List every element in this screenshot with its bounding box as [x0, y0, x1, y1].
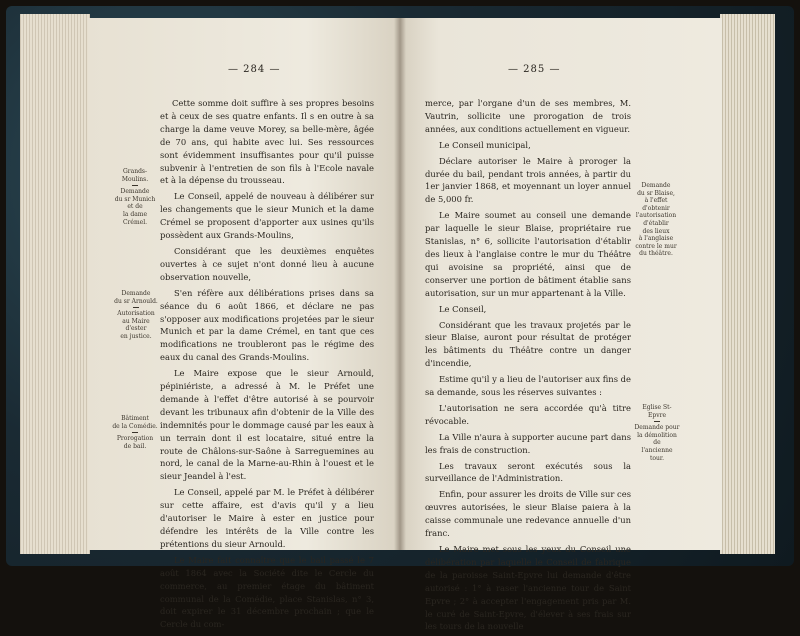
margin-note-line: du sr Munich	[114, 195, 156, 203]
margin-note-line: Demande	[120, 188, 150, 196]
margin-note-line: à l'effet d'obtenir	[642, 197, 670, 212]
paragraph: Le Maire met sous les yeux du Conseil une délibération par laquelle le Conseil de fabrique de la paroisse Saint-Epvre lui demande d'être autorisé : 1° à raser l'ancienne tour de Saint Epvre ; 2° à accepter l'engagement pris par M. le curé de Saint-Epvre, d'élever à ses frais sur les tours de la nouvelle	[425, 544, 631, 632]
margin-note-line: des lieux	[642, 227, 670, 235]
paragraph: La Ville n'aura à supporter aucune part dans les frais de construction.	[425, 431, 631, 455]
margin-note-line: la dame Crémel.	[122, 210, 148, 226]
divider	[132, 432, 138, 433]
page-edges-right	[720, 14, 775, 554]
margin-note	[112, 415, 158, 450]
margin-note	[112, 168, 158, 226]
margin-note-line: de	[653, 439, 661, 447]
left-page-number: — 284 —	[228, 64, 281, 75]
margin-note-line: Bâtiment	[121, 415, 149, 422]
paragraph: Considérant que les deuxièmes enquêtes ouvertes à ce sujet n'ont donné lieu à aucune observation nouvelle,	[160, 245, 374, 282]
right-page-number: — 285 —	[508, 64, 561, 75]
margin-note-line: de la Comédie.	[112, 422, 158, 430]
margin-note-line: l'ancienne tour.	[641, 446, 673, 462]
paragraph: Considérant que les travaux projetés par le sieur Blaise, auront pour résultat de protéger les bâtiments du Théâtre contre un danger d'incendie,	[425, 319, 631, 369]
paragraph: Le Conseil, appelé de nouveau à délibérer sur les changements que le sieur Munich et la dame Crémel se proposent d'apporter aux usines qu'ils possèdent aux Grands-Moulins,	[160, 191, 374, 241]
paragraph: Le Maire fait connaître que le bail passé le 7 août 1864 avec la Société dite le Cercle du commerce, au premier étage du bâtiment communal de la Comédie, place Stanislas, n° 3, doit expirer le 31 décembre prochain ; que le Cercle du com-	[160, 554, 374, 630]
margin-note	[112, 290, 160, 341]
divider	[132, 185, 138, 186]
margin-note-line: Grands-Moulins.	[121, 168, 149, 183]
margin-note-line: Autorisation	[117, 310, 155, 318]
paragraph: S'en réfère aux délibérations prises dans sa séance du 6 août 1866, et déclare ne pas s'opposer aux modifications projetées par le sieur Munich et par la dame Crémel, en tant que ces modifications ne troubleront pas le régime des eaux du canal des Grands-Moulins.	[160, 287, 374, 363]
paragraph: L'autorisation ne sera accordée qu'à titre révocable.	[425, 402, 631, 426]
margin-note-line: d'établir	[643, 219, 669, 227]
margin-note-line: Eglise St-Epvre	[642, 404, 672, 419]
paragraph: Le Conseil municipal,	[439, 139, 531, 150]
paragraph: Le Conseil,	[439, 303, 487, 314]
paragraph: Déclare autoriser le Maire à proroger la durée du bail, pendant trois années, à partir du 1er janvier 1868, et moyennant un loyer annuel de 5,000 fr.	[425, 155, 631, 205]
paragraph: merce, par l'organe d'un de ses membres, M. Vautrin, sollicite une prorogation de trois années, aux conditions actuellement en vigueur.	[425, 98, 631, 134]
paragraph: Cette somme doit suffire à ses propres besoins et à ceux de ses quatre enfants. Il s en outre à sa charge la dame veuve Morey, sa belle-mère, âgée de 70 ans, qui habite avec lui. Ses ressources sont évidemment insuffisantes pour qu'il puisse subvenir à l'entretien de son fils à l'Ecole navale et à la dépense du trousseau.	[160, 98, 374, 186]
margin-note-line: à l'anglaise	[638, 235, 674, 243]
margin-note-line: contre le mur	[635, 242, 677, 250]
margin-note-line: en justice.	[120, 332, 152, 340]
book-gutter	[394, 18, 406, 550]
paragraph: Estime qu'il y a lieu de l'autoriser aux fins de sa demande, sous les réserves suivantes :	[425, 374, 631, 398]
margin-note	[634, 404, 680, 462]
left-page-body	[160, 97, 374, 634]
margin-note-line: du sr Arnould.	[114, 297, 158, 305]
paragraph: Enfin, pour assurer les droits de Ville sur ces œuvres autorisées, le sieur Blaise paiera à la caisse communale une redevance annuelle d'un franc.	[425, 489, 631, 539]
margin-note-line: de bail.	[123, 442, 147, 450]
divider	[654, 421, 660, 422]
paragraph: Le Maire soumet au conseil une demande par laquelle le sieur Blaise, propriétaire rue Stanislas, n° 6, sollicite l'autorisation d'établir des lieux à l'anglaise contre le mur du Théâtre qui avoisine sa propriété, ainsi que de conserver une portion de bâtiment établie sans autorisation, sur un mur appartenant à la Ville.	[425, 210, 631, 298]
margin-note-line: Demande	[121, 290, 151, 297]
margin-note-line: au Maire d'ester	[122, 317, 150, 333]
margin-note	[634, 182, 678, 258]
margin-note-line: la démolition	[637, 431, 677, 439]
margin-note-line: Prorogation	[116, 435, 154, 443]
paragraph: Le Maire expose que le sieur Arnould, pépiniériste, a adressé à M. le Préfet une demande à l'effet d'être autorisé à se pourvoir devant les tribunaux afin d'obtenir de la Ville des indemnités pour le dommage causé par les eaux à un terrain dont il est locataire, situé entre la route de Châlons-sur-Saône à Sarreguemines au nord, le canal de la Marne-au-Rhin à l'ouest et le sieur Jeandel à l'est.	[160, 368, 374, 482]
margin-note-line: Demande pour	[634, 424, 680, 432]
paragraph: Le Conseil, appelé par M. le Préfet à délibérer sur cette affaire, est d'avis qu'il y a lieu d'autoriser le Maire à ester en justice pour défendre les intérêts de la Ville contre les prétentions du sieur Arnould.	[160, 487, 374, 549]
margin-note-line: et de	[127, 203, 143, 211]
margin-note-line: du théâtre.	[639, 250, 673, 258]
margin-note-line: du sr Blaise,	[637, 189, 675, 197]
divider	[133, 307, 139, 308]
page-edges-left	[20, 14, 90, 554]
paragraph: Les travaux seront exécutés sous la surveillance de l'Administration.	[425, 460, 631, 484]
margin-note-line: Demande	[641, 182, 671, 189]
margin-note-line: l'autorisation	[635, 212, 677, 220]
right-page-body	[425, 97, 631, 636]
